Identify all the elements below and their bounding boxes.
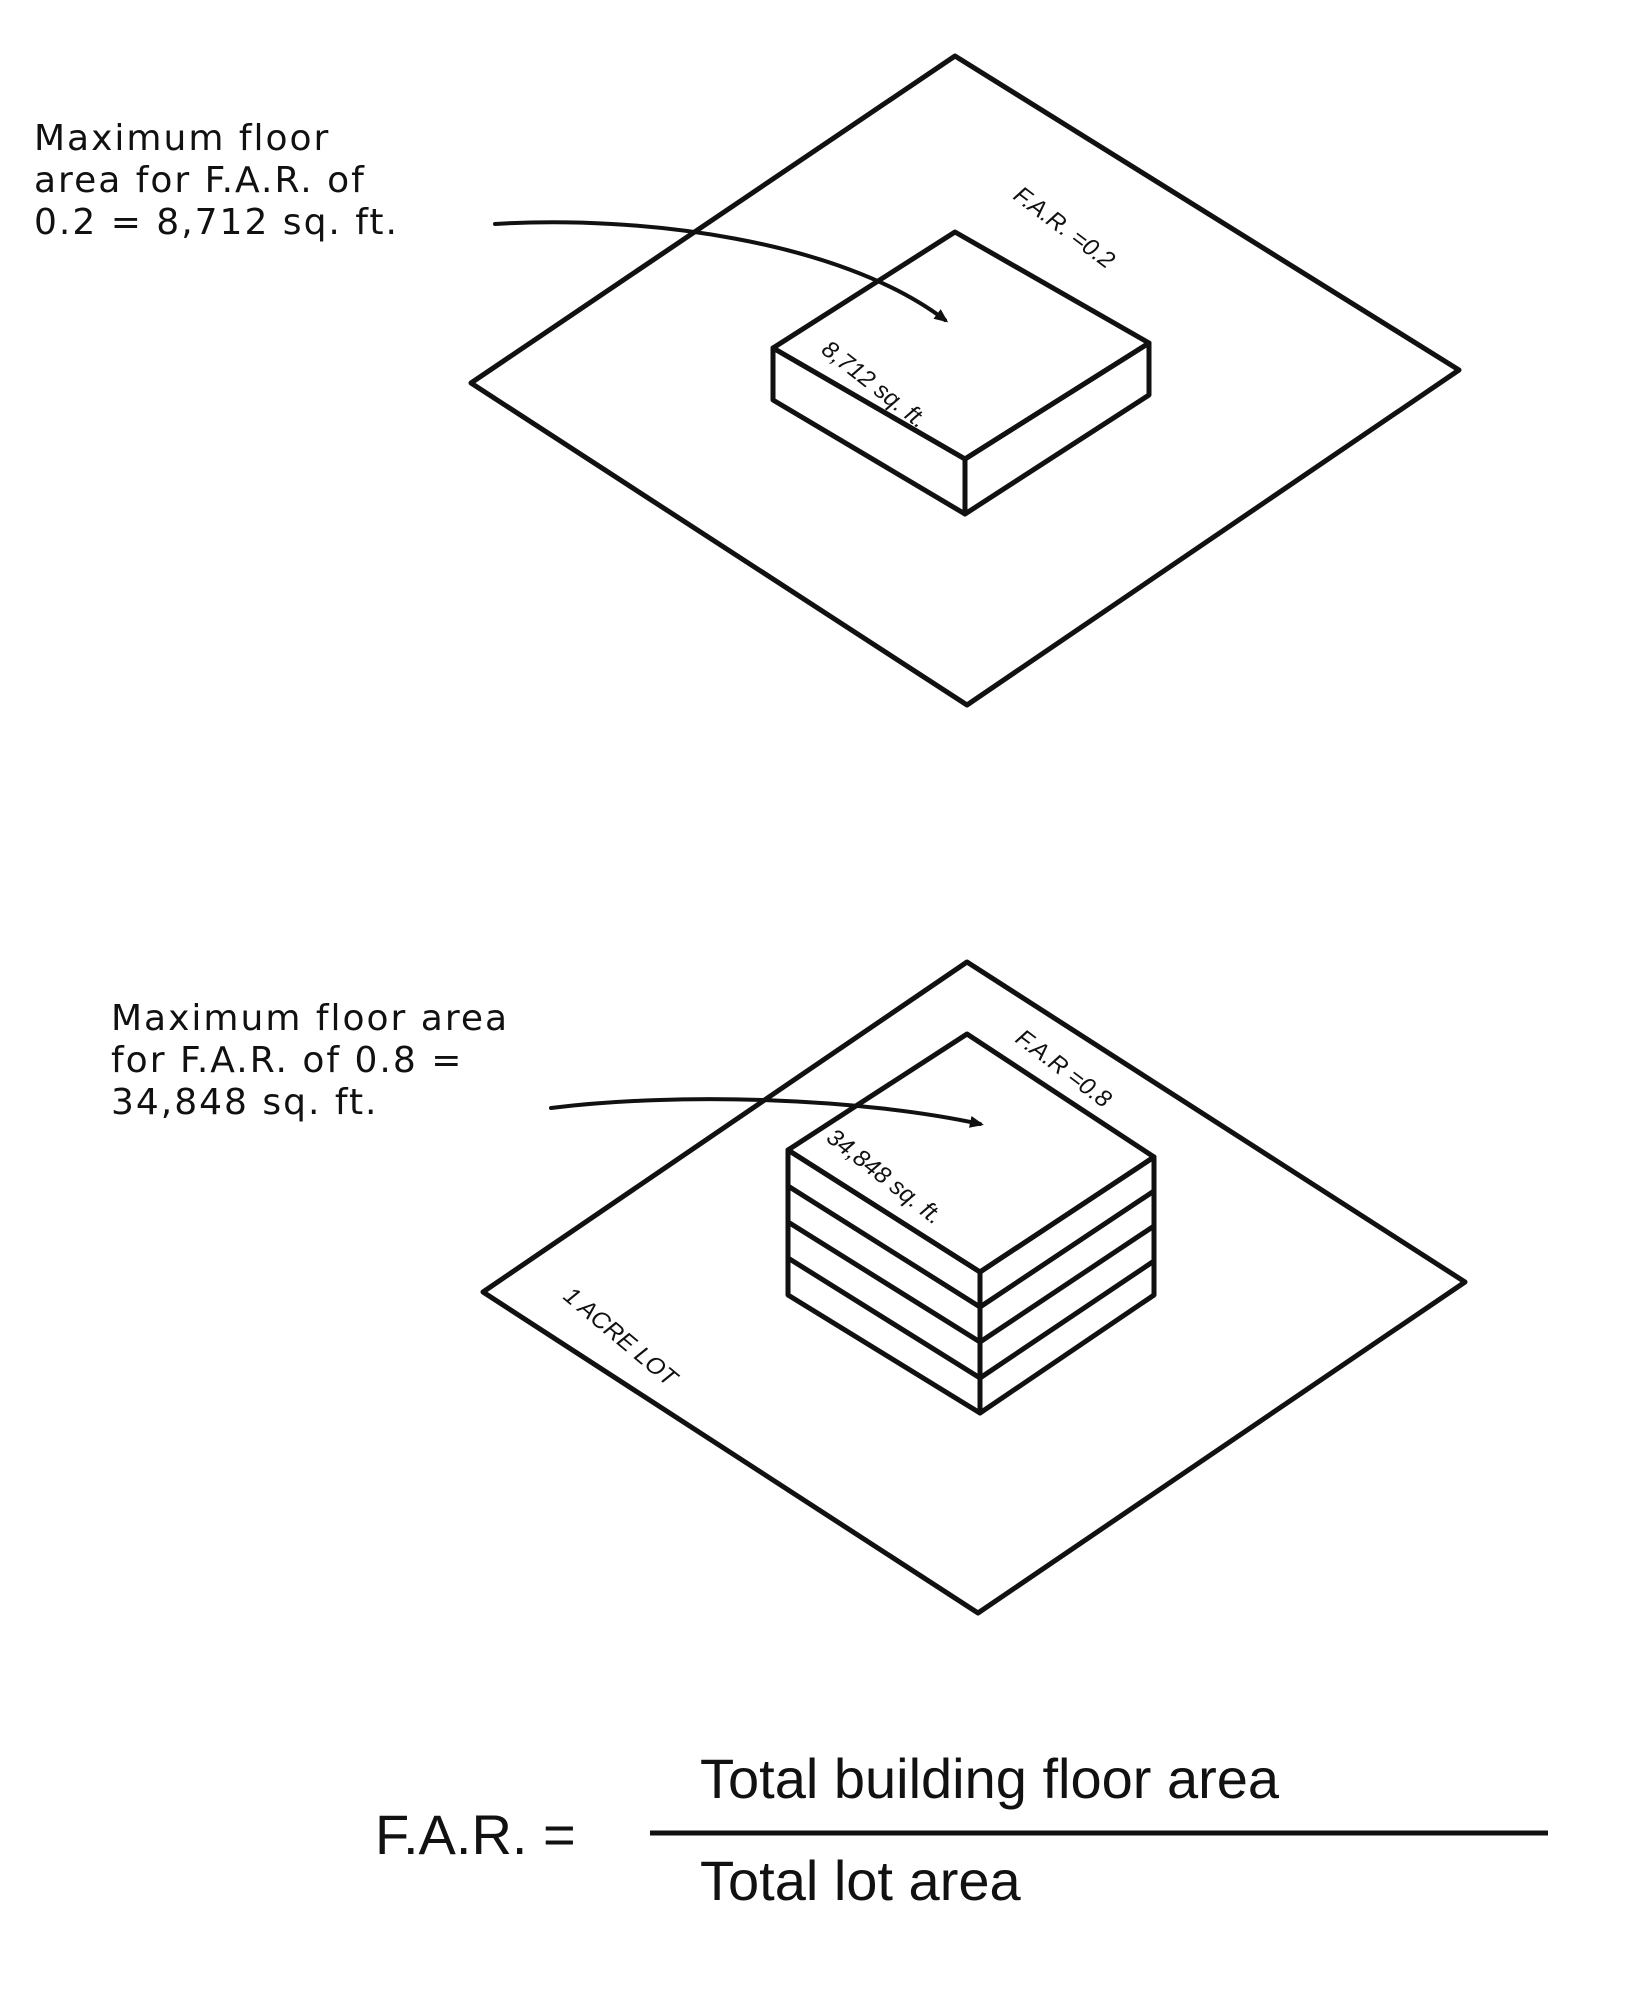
bottom-building-area-label: 34,848 sq. ft. (821, 1123, 948, 1231)
top-lot-outline (471, 56, 1459, 705)
bottom-callout-text (111, 998, 509, 1124)
bottom-lot-far-label: F.A.R =0.8 (1010, 1024, 1117, 1114)
top-callout-line-2: area for F.A.R. of (34, 160, 366, 201)
formula-numerator: Total building floor area (700, 1747, 1280, 1810)
top-callout-line-1: Maximum floor (34, 118, 331, 159)
top-callout-text (34, 118, 399, 244)
formula-denominator: Total lot area (700, 1849, 1021, 1912)
top-callout-line-3: 0.2 = 8,712 sq. ft. (34, 202, 399, 243)
top-callout-arrow (495, 222, 945, 320)
bottom-callout-arrow (551, 1099, 980, 1124)
bottom-lot-outline (483, 962, 1465, 1613)
bottom-callout-line-2: for F.A.R. of 0.8 = (111, 1040, 464, 1081)
top-lot-far-label: F.A.R. =0.2 (1008, 181, 1120, 275)
bottom-callout-line-1: Maximum floor area (111, 998, 510, 1039)
bottom-callout-line-3: 34,848 sq. ft. (111, 1082, 379, 1123)
top-building (773, 232, 1149, 514)
bottom-lot-size-label: 1 ACRE LOT (558, 1281, 683, 1393)
formula-lhs: F.A.R. = (375, 1803, 576, 1866)
top-building-area-label: 8,712 sq. ft. (816, 335, 932, 434)
